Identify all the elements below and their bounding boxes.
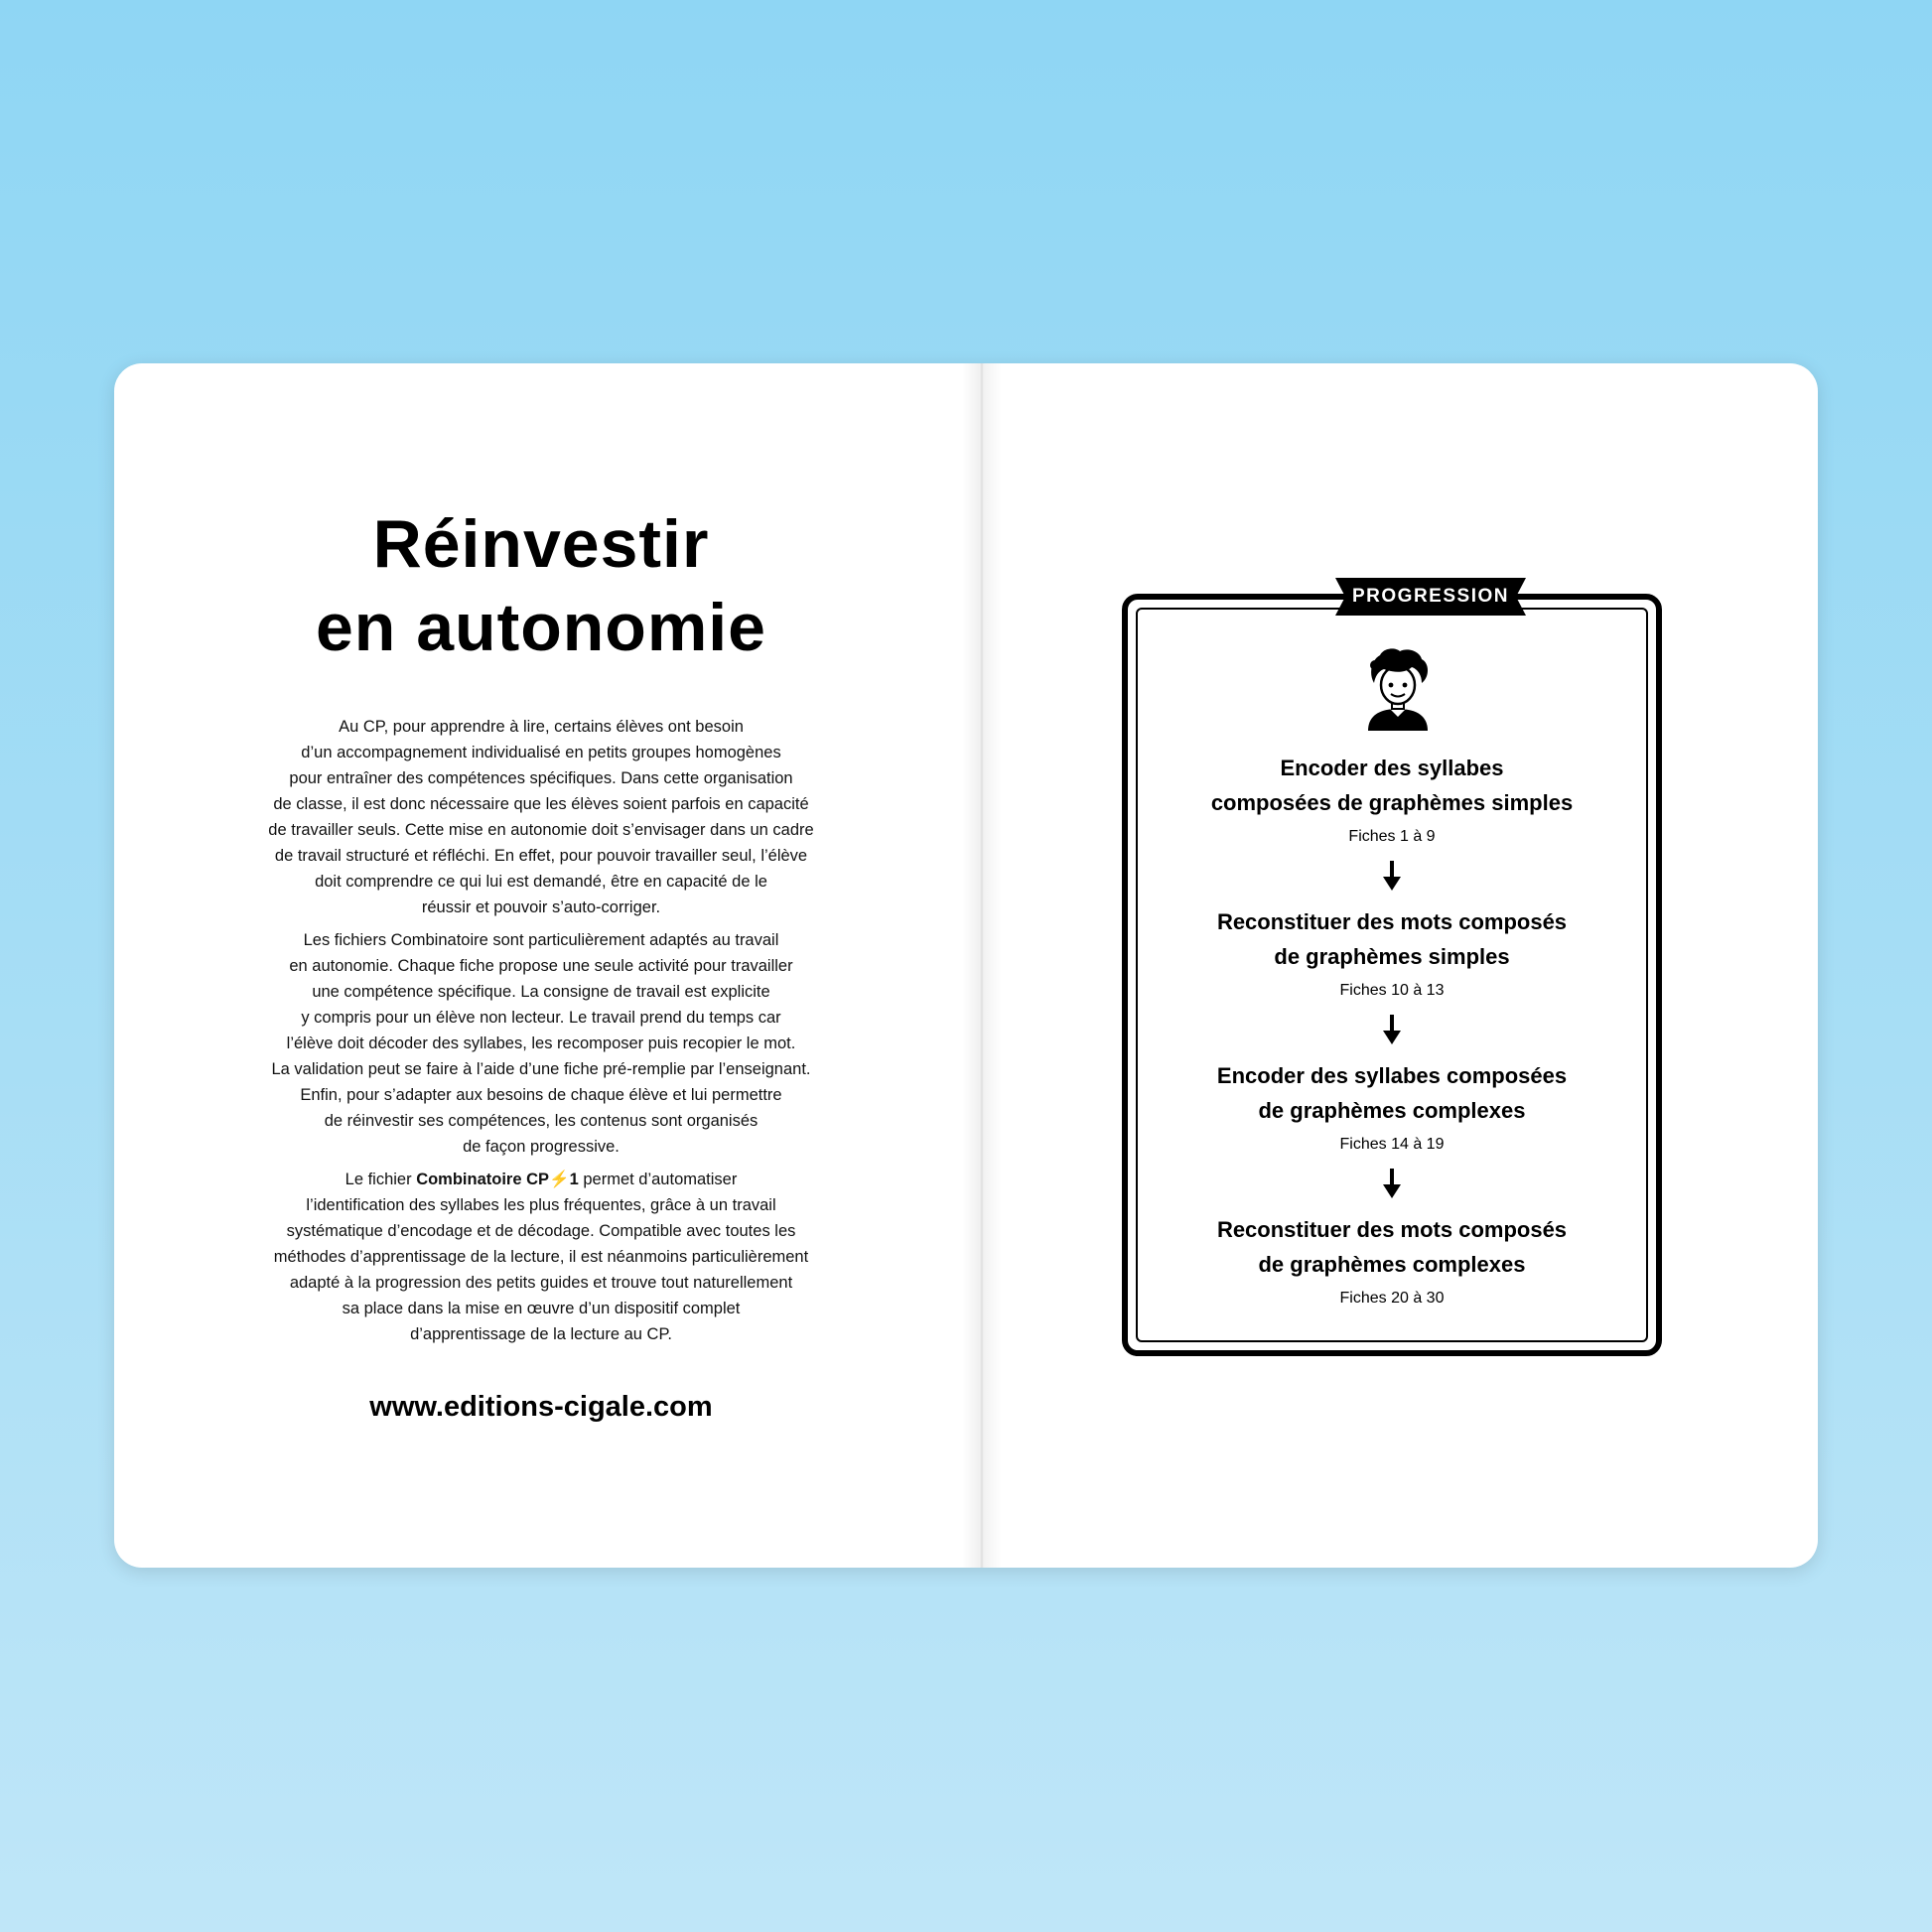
website-link[interactable]: www.editions-cigale.com — [369, 1391, 713, 1423]
p1-line: d’un accompagnement individualisé en petits groupes homogènes — [301, 744, 781, 761]
p1-line: de travailler seuls. Cette mise en autonomie doit s’envisager dans un cadre — [268, 821, 814, 839]
step-title-line-1: Reconstituer des mots composés — [1216, 1217, 1568, 1242]
step-title-line-2: de graphèmes complexes — [1258, 1098, 1526, 1123]
p1-line: pour entraîner des compétences spécifiques. Dans cette organisation — [289, 769, 793, 787]
step-title-line-1: Encoder des syllabes composées — [1216, 1063, 1568, 1088]
p3-line-end: permet d’automatiser — [578, 1171, 738, 1188]
p3-line: systématique d’encodage et de décodage. Compatible avec toutes les — [286, 1222, 796, 1240]
arrow-down-icon — [1381, 861, 1403, 891]
p1-line: de classe, il est donc nécessaire que les élèves soient parfois en capacité — [273, 795, 809, 813]
progression-banner — [1335, 578, 1526, 616]
step-fiches-range: Fiches 14 à 19 — [1339, 1136, 1445, 1153]
step-fiches-range: Fiches 20 à 30 — [1339, 1290, 1445, 1307]
progression-step-3 — [1127, 1058, 1657, 1156]
arrow-down-icon — [1381, 1015, 1403, 1044]
step-title-line-1: Encoder des syllabes — [1280, 756, 1504, 780]
p2-line: l’élève doit décoder des syllabes, les recomposer puis recopier le mot. — [286, 1035, 796, 1052]
p2-line: La validation peut se faire à l’aide d’une fiche pré-remplie par l’enseignant. — [271, 1060, 811, 1078]
p3-line: l’identification des syllabes les plus fréquentes, grâce à un travail — [306, 1196, 776, 1214]
paragraph-3 — [233, 1167, 849, 1347]
p2-line: y compris pour un élève non lecteur. Le travail prend du temps car — [301, 1009, 781, 1027]
p2-line: de façon progressive. — [463, 1138, 620, 1156]
step-title-line-2: composées de graphèmes simples — [1210, 790, 1574, 815]
title-line-2: en autonomie — [315, 590, 767, 665]
title-line-1: Réinvestir — [372, 506, 710, 582]
paragraph-2 — [233, 927, 849, 1160]
p1-line: Au CP, pour apprendre à lire, certains élèves ont besoin — [339, 718, 744, 736]
p3-line: d’apprentissage de la lecture au CP. — [410, 1325, 672, 1343]
banner-label: PROGRESSION — [1352, 586, 1509, 607]
book-spread — [114, 363, 1818, 1568]
body-text — [233, 714, 849, 1354]
p2-line: de réinvestir ses compétences, les contenus sont organisés — [324, 1112, 759, 1130]
progression-step-2 — [1127, 904, 1657, 1002]
p2-line: Les fichiers Combinatoire sont particulièrement adaptés au travail — [303, 931, 779, 949]
page-title — [114, 502, 968, 669]
progression-step-4 — [1127, 1212, 1657, 1310]
product-name: Combinatoire CP⚡1 — [416, 1171, 579, 1188]
p3-line: méthodes d’apprentissage de la lecture, il est néanmoins particulièrement — [273, 1248, 809, 1266]
step-fiches-range: Fiches 10 à 13 — [1339, 982, 1445, 999]
p3-line: adapté à la progression des petits guides et trouve tout naturellement — [289, 1274, 793, 1292]
p3-line: sa place dans la mise en œuvre d’un dispositif complet — [342, 1300, 741, 1317]
p1-line: réussir et pouvoir s’auto-corriger. — [421, 898, 661, 916]
left-page — [114, 363, 968, 1568]
p2-line: Enfin, pour s’adapter aux besoins de chaque élève et lui permettre — [300, 1086, 782, 1104]
progression-step-1 — [1127, 751, 1657, 848]
step-title-line-2: de graphèmes simples — [1274, 944, 1510, 969]
right-page — [968, 363, 1818, 1568]
p1-line: de travail structuré et réfléchi. En effet, pour pouvoir travailler seul, l’élève — [274, 847, 808, 865]
step-title-line-2: de graphèmes complexes — [1258, 1252, 1526, 1277]
child-face-icon — [1364, 647, 1432, 731]
step-title-line-1: Reconstituer des mots composés — [1216, 909, 1568, 934]
p2-line: une compétence spécifique. La consigne de travail est explicite — [312, 983, 770, 1001]
paragraph-1 — [233, 714, 849, 920]
arrow-down-icon — [1381, 1169, 1403, 1198]
step-fiches-range: Fiches 1 à 9 — [1348, 828, 1436, 845]
p2-line: en autonomie. Chaque fiche propose une seule activité pour travailler — [289, 957, 793, 975]
p1-line: doit comprendre ce qui lui est demandé, être en capacité de le — [315, 873, 767, 891]
p3-line-start: Le fichier — [345, 1171, 417, 1188]
